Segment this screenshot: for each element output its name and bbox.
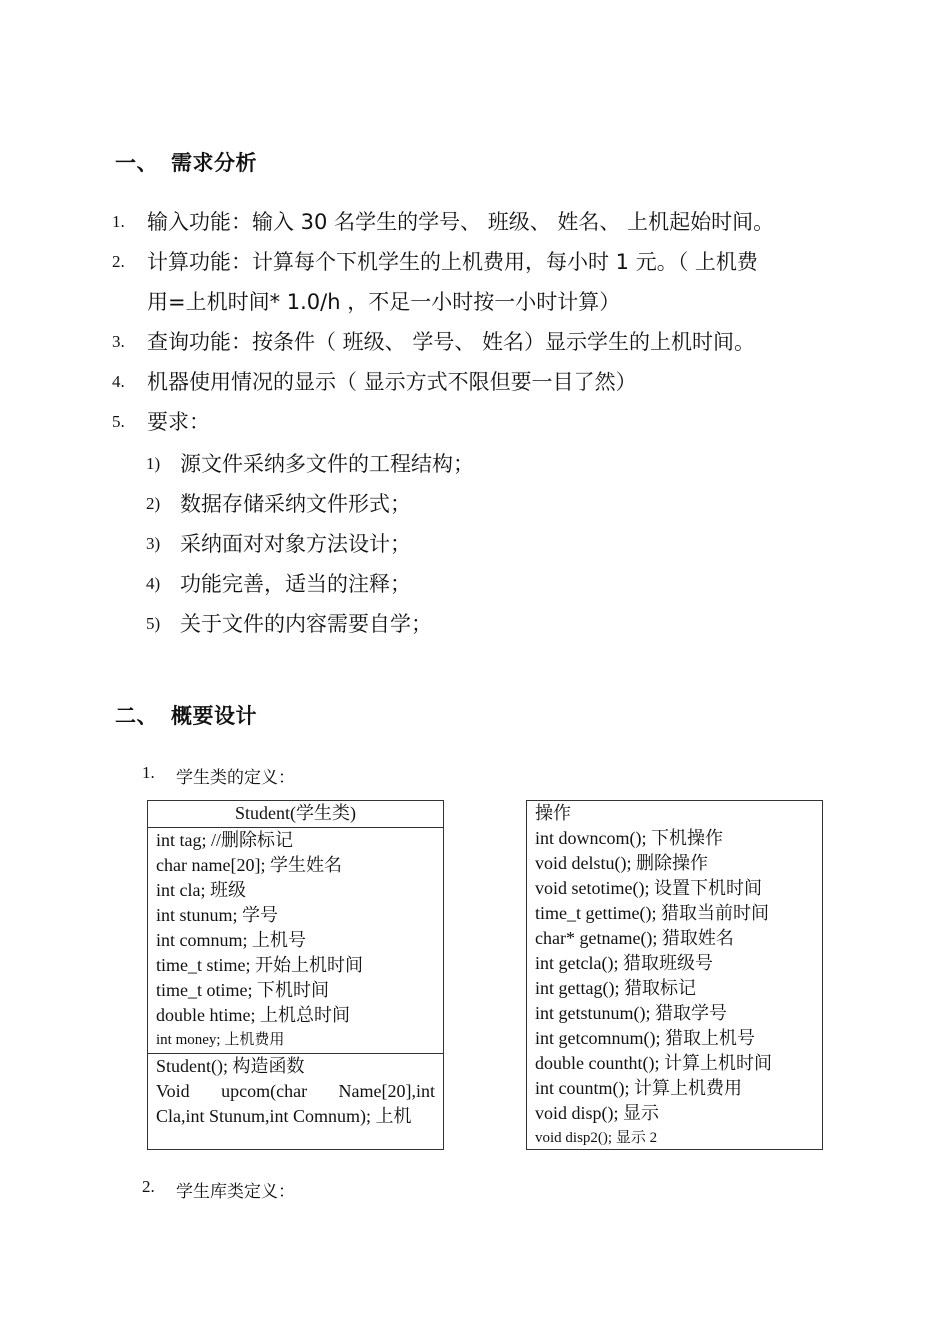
list-item <box>112 362 852 402</box>
section-number: 二、 <box>115 704 158 728</box>
caption-student-class <box>142 763 295 788</box>
operation-line: time_t gettime(); 猎取当前时间 <box>535 903 769 923</box>
operation-line: int gettag(); 猎取标记 <box>535 978 696 998</box>
requirements-list <box>112 202 852 442</box>
item-number: 3) <box>146 534 161 553</box>
section-heading-design <box>115 700 257 730</box>
sub-requirements-list <box>146 444 474 644</box>
operation-line: void disp(); 显示 <box>535 1103 659 1123</box>
operations-header: 操作 <box>535 803 571 823</box>
item-number: 1) <box>146 454 161 473</box>
caption-number: 1. <box>142 763 155 782</box>
class-header: Student(学生类) <box>148 801 443 828</box>
item-text-continuation: 用=上机时间* 1.0/h ，不足一小时按一小时计算） <box>147 290 621 314</box>
item-text: 采纳面对对象方法设计； <box>180 532 411 556</box>
list-item <box>146 444 474 484</box>
operation-line: double countht(); 计算上机时间 <box>535 1053 772 1073</box>
item-text-line: 计算功能：计算每个下机学生的上机费用，每小时 1 元。（ 上机费 <box>147 250 758 274</box>
list-item <box>112 242 852 322</box>
operation-line: int getstunum(); 猎取学号 <box>535 1003 727 1023</box>
operation-line: void delstu(); 删除操作 <box>535 853 708 873</box>
item-text: 数据存储采纳文件形式； <box>180 492 411 516</box>
item-number: 2. <box>112 252 125 271</box>
item-text: 机器使用情况的显示（ 显示方式不限但要一目了然） <box>147 370 637 394</box>
attribute-line: int comnum; 上机号 <box>156 930 306 950</box>
method-line: Cla,int Stunum,int Comnum); 上机 <box>156 1106 412 1126</box>
item-number: 5. <box>112 412 125 431</box>
operation-line: int downcom(); 下机操作 <box>535 828 723 848</box>
item-text: 要求： <box>147 410 210 434</box>
item-number: 3. <box>112 332 125 351</box>
operation-line: char* getname(); 猎取姓名 <box>535 928 734 948</box>
item-number: 4) <box>146 574 161 593</box>
section-heading-requirements <box>115 147 257 177</box>
operation-line: void setotime(); 设置下机时间 <box>535 878 762 898</box>
section-number: 一、 <box>115 151 158 175</box>
caption-number: 2. <box>142 1177 155 1196</box>
operations-box <box>526 800 823 1150</box>
method-line: Void upcom(char Name[20],int <box>156 1081 435 1101</box>
methods-section <box>148 1053 443 1129</box>
item-text: 源文件采纳多文件的工程结构； <box>180 452 474 476</box>
caption-text: 学生类的定义： <box>176 768 295 788</box>
list-item <box>146 524 474 564</box>
operation-line: int getcomnum(); 猎取上机号 <box>535 1028 755 1048</box>
item-text: 查询功能：按条件（ 班级、 学号、 姓名）显示学生的上机时间。 <box>147 330 756 354</box>
item-text <box>147 242 852 322</box>
operations-section <box>527 801 822 1151</box>
list-item <box>112 202 852 242</box>
attribute-line: time_t otime; 下机时间 <box>156 980 329 1000</box>
item-text: 输入功能：输入 30 名学生的学号、 班级、 姓名、 上机起始时间。 <box>147 210 775 234</box>
operation-line: int getcla(); 猎取班级号 <box>535 953 713 973</box>
section-title: 概要设计 <box>171 704 257 728</box>
item-number: 4. <box>112 372 125 391</box>
method-line: Student(); 构造函数 <box>156 1056 305 1076</box>
section-title: 需求分析 <box>171 151 257 175</box>
operation-line: void disp2(); 显示 2 <box>535 1130 658 1146</box>
attribute-line: double htime; 上机总时间 <box>156 1005 350 1025</box>
list-item <box>112 402 852 442</box>
student-class-box <box>147 800 444 1150</box>
attribute-line: int stunum; 学号 <box>156 905 279 925</box>
attribute-line: char name[20]; 学生姓名 <box>156 855 342 875</box>
caption-student-library-class <box>142 1177 295 1202</box>
list-item <box>146 484 474 524</box>
item-number: 1. <box>112 212 125 231</box>
attribute-line: int tag; //删除标记 <box>156 830 293 850</box>
item-text: 关于文件的内容需要自学； <box>180 612 432 636</box>
item-text: 功能完善，适当的注释； <box>180 572 411 596</box>
caption-text: 学生库类定义： <box>176 1182 295 1202</box>
item-number: 5) <box>146 614 161 633</box>
attributes-section <box>148 828 443 1053</box>
list-item <box>146 604 474 644</box>
list-item <box>146 564 474 604</box>
list-item <box>112 322 852 362</box>
item-number: 2) <box>146 494 161 513</box>
operation-line: int countm(); 计算上机费用 <box>535 1078 742 1098</box>
attribute-line: int money; 上机费用 <box>156 1032 285 1048</box>
attribute-line: time_t stime; 开始上机时间 <box>156 955 363 975</box>
attribute-line: int cla; 班级 <box>156 880 246 900</box>
